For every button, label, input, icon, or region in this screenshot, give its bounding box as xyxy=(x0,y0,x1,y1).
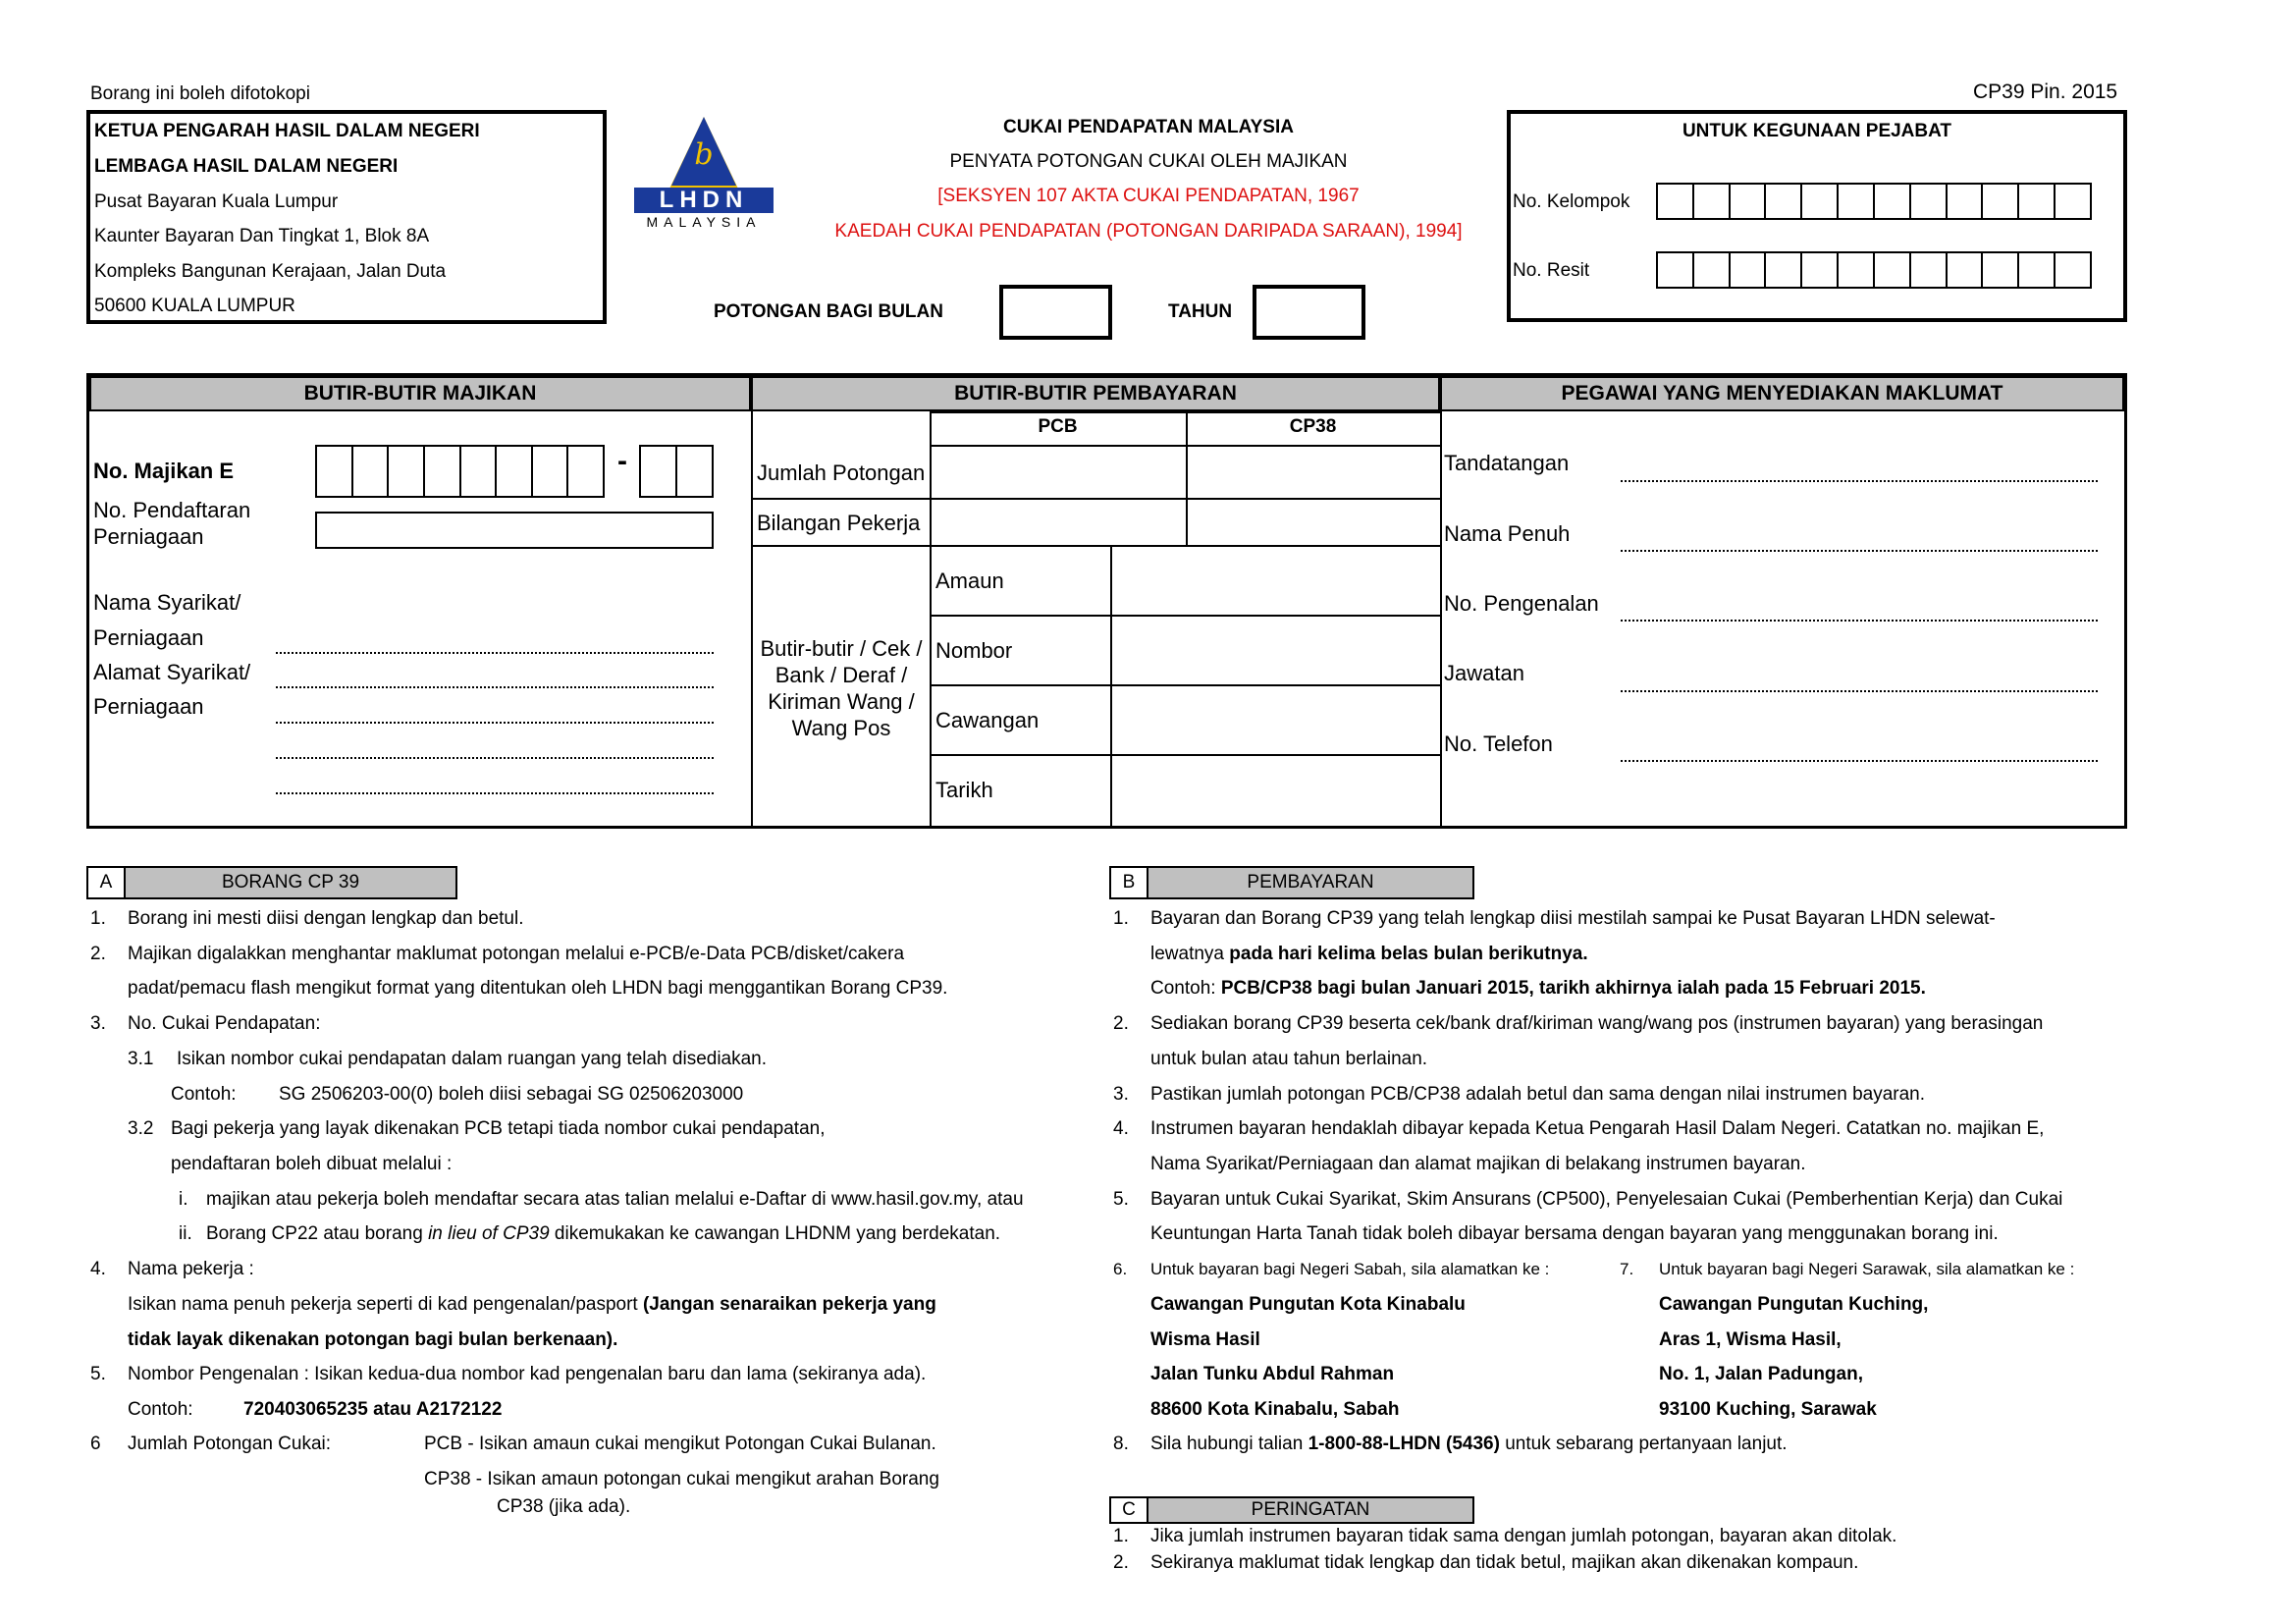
b-4-text: Instrumen bayaran hendaklah dibayar kepada Ketua Pengarah Hasil Dalam Negeri. Catatkan no. majikan E, xyxy=(1150,1118,2045,1139)
amaun-field[interactable] xyxy=(1112,547,1438,613)
nama-penuh-label: Nama Penuh xyxy=(1444,521,1571,546)
a-2-text-2: padat/pemacu flash mengikut format yang ditentukan oleh LHDN bagi menggantikan Borang CP39. xyxy=(128,978,948,999)
nombor-field[interactable] xyxy=(1112,617,1438,682)
c-1-text: Jika jumlah instrumen bayaran tidak sama dengan jumlah potongan, bayaran akan ditolak. xyxy=(1150,1526,1897,1546)
butir-cek-line-3: Kiriman Wang / xyxy=(768,689,915,714)
a-5-contoh-label: Contoh: xyxy=(128,1399,193,1420)
a-32-ii-text-3: dikemukakan ke cawangan LHDNM yang berdekatan. xyxy=(549,1223,1001,1244)
a-6-pcb: PCB - Isikan amaun cukai mengikut Potongan Cukai Bulanan. xyxy=(424,1434,936,1454)
no-pengenalan-label: No. Pengenalan xyxy=(1444,591,1599,616)
sabah-line-1: Cawangan Pungutan Kota Kinabalu xyxy=(1150,1294,1466,1315)
a-32-ii-num: ii. xyxy=(179,1223,192,1244)
alamat-line-4[interactable] xyxy=(276,792,714,794)
a-31-num: 3.1 xyxy=(128,1049,154,1069)
potongan-label: POTONGAN BAGI BULAN xyxy=(714,301,943,322)
tahun-label: TAHUN xyxy=(1168,301,1233,322)
no-majikan-dash: - xyxy=(617,445,627,477)
a-5-contoh-text: 720403065235 atau A2172122 xyxy=(243,1399,503,1420)
section-c-title: PERINGATAN xyxy=(1148,1498,1472,1522)
title-line-4: KAEDAH CUKAI PENDAPATAN (POTONGAN DARIPADA SARAAN), 1994] xyxy=(834,221,1463,242)
sarawak-line-1: Cawangan Pungutan Kuching, xyxy=(1659,1294,1929,1315)
sabah-line-4: 88600 Kota Kinabalu, Sabah xyxy=(1150,1399,1400,1420)
b-2-text: Sediakan borang CP39 beserta cek/bank draf/kiriman wang/wang pos (instrumen bayaran) yang berasingan xyxy=(1150,1013,2044,1034)
sarawak-line-3: No. 1, Jalan Padungan, xyxy=(1659,1364,1863,1384)
tandatangan-line[interactable] xyxy=(1621,480,2098,482)
a-32-text-2: pendaftaran boleh dibuat melalui : xyxy=(171,1154,453,1174)
office-use-title: UNTUK KEGUNAAN PEJABAT xyxy=(1682,121,1952,141)
address-line-1: KETUA PENGARAH HASIL DALAM NEGERI xyxy=(94,121,480,141)
no-telefon-line[interactable] xyxy=(1621,760,2098,762)
a-31-text: Isikan nombor cukai pendapatan dalam ruangan yang telah disediakan. xyxy=(177,1049,768,1069)
nama-penuh-line[interactable] xyxy=(1621,550,2098,552)
b-4-text-2: Nama Syarikat/Perniagaan dan alamat majikan di belakang instrumen bayaran. xyxy=(1150,1154,1806,1174)
butir-cek-line-2: Bank / Deraf / xyxy=(774,663,908,687)
year-input[interactable] xyxy=(1253,285,1365,340)
b-6-intro: Untuk bayaran bagi Negeri Sabah, sila alamatkan ke : xyxy=(1150,1260,1550,1278)
sarawak-line-4: 93100 Kuching, Sarawak xyxy=(1659,1399,1877,1420)
a-2-text: Majikan digalakkan menghantar maklumat potongan melalui e-PCB/e-Data PCB/disket/cakera xyxy=(128,944,905,964)
b-1-contoh-b: PCB/CP38 bagi bulan Januari 2015, tarikh akhirnya ialah pada 15 Februari 2015. xyxy=(1220,978,1926,999)
jawatan-line[interactable] xyxy=(1621,690,2098,692)
month-input[interactable] xyxy=(999,285,1112,340)
b-5-text-2: Keuntungan Harta Tanah tidak boleh dibayar bersama dengan bayaran yang menggunakan borang ini. xyxy=(1150,1223,1999,1244)
butir-cek-line-1: Butir-butir / Cek / xyxy=(760,636,923,661)
b-1-text-2b: pada hari kelima belas bulan berikutnya. xyxy=(1229,944,1588,964)
section-b-title: PEMBAYARAN xyxy=(1148,868,1472,897)
amaun-label: Amaun xyxy=(935,568,1004,593)
bilangan-pcb-field[interactable] xyxy=(932,500,1184,543)
a-31-contoh-label: Contoh: xyxy=(171,1084,237,1105)
b-1-text-2 xyxy=(1150,944,1588,965)
form-code: CP39 Pin. 2015 xyxy=(1973,81,2118,103)
a-4-text-2a: Isikan nama penuh pekerja seperti di kad pengenalan/pasport xyxy=(128,1294,643,1315)
address-line-5: Kompleks Bangunan Kerajaan, Jalan Duta xyxy=(94,261,447,282)
no-majikan-label: No. Majikan E xyxy=(93,459,235,483)
header-pegawai: PEGAWAI YANG MENYEDIAKAN MAKLUMAT xyxy=(1440,376,2124,411)
bilangan-cp38-field[interactable] xyxy=(1188,500,1438,543)
c-1-num: 1. xyxy=(1113,1526,1129,1546)
butir-cek-line-4: Wang Pos xyxy=(791,716,891,740)
a-6-text: Jumlah Potongan Cukai: xyxy=(128,1434,332,1454)
a-32-i-text: majikan atau pekerja boleh mendaftar secara atas talian melalui e-Daftar di www.hasil.gov.my, atau xyxy=(206,1189,1024,1210)
b-1-text: Bayaran dan Borang CP39 yang telah lengkap diisi mestilah sampai ke Pusat Bayaran LHDN selewat- xyxy=(1150,908,1996,929)
a-32-ii-text xyxy=(206,1223,1000,1245)
b-4-num: 4. xyxy=(1113,1118,1129,1139)
alamat-line-3[interactable] xyxy=(276,757,714,759)
a-32-i-num: i. xyxy=(179,1189,188,1210)
no-pendaftaran-field[interactable] xyxy=(315,512,714,549)
bilangan-label: Bilangan Pekerja xyxy=(757,511,921,535)
section-c-header xyxy=(1109,1496,1474,1524)
b-7-intro: Untuk bayaran bagi Negeri Sarawak, sila alamatkan ke : xyxy=(1659,1260,2075,1278)
b-5-num: 5. xyxy=(1113,1189,1129,1210)
section-a-letter: A xyxy=(88,868,126,897)
b-3-num: 3. xyxy=(1113,1084,1129,1105)
alamat-label-2: Perniagaan xyxy=(93,694,204,719)
tarikh-label: Tarikh xyxy=(935,778,993,802)
b-5-text: Bayaran untuk Cukai Syarikat, Skim Ansurans (CP500), Penyelesaian Cukai (Pemberhentian Kerja) dan Cukai xyxy=(1150,1189,2063,1210)
title-line-2: PENYATA POTONGAN CUKAI OLEH MAJIKAN xyxy=(949,151,1348,172)
b-8-text-b: 1-800-88-LHDN (5436) xyxy=(1308,1434,1500,1454)
a-5-num: 5. xyxy=(90,1364,106,1384)
c-2-num: 2. xyxy=(1113,1552,1129,1573)
pcb-header: PCB xyxy=(1038,416,1078,437)
a-4-num: 4. xyxy=(90,1259,106,1279)
sarawak-line-2: Aras 1, Wisma Hasil, xyxy=(1659,1329,1842,1350)
logo-subtext: MALAYSIA xyxy=(646,214,762,230)
a-4-text: Nama pekerja : xyxy=(128,1259,254,1279)
jumlah-label: Jumlah Potongan xyxy=(757,460,926,485)
photocopy-note: Borang ini boleh difotokopi xyxy=(90,83,310,104)
kelompok-label: No. Kelompok xyxy=(1513,191,1630,212)
resit-label: No. Resit xyxy=(1513,260,1590,281)
logo-text: LHDN xyxy=(659,187,749,213)
no-telefon-label: No. Telefon xyxy=(1444,731,1553,756)
b-3-text: Pastikan jumlah potongan PCB/CP38 adalah betul dan sama dengan nilai instrumen bayaran. xyxy=(1150,1084,1926,1105)
section-b-letter: B xyxy=(1111,868,1148,897)
office-use-box xyxy=(1507,110,2127,322)
address-line-2: LEMBAGA HASIL DALAM NEGERI xyxy=(94,156,399,177)
b-8-num: 8. xyxy=(1113,1434,1129,1454)
a-6-cp38-2: CP38 (jika ada). xyxy=(497,1496,631,1517)
section-b-header xyxy=(1109,866,1474,899)
sabah-line-3: Jalan Tunku Abdul Rahman xyxy=(1150,1364,1395,1384)
a-3-num: 3. xyxy=(90,1013,106,1034)
sabah-line-2: Wisma Hasil xyxy=(1150,1329,1260,1350)
alamat-label: Alamat Syarikat/ xyxy=(93,660,251,684)
a-4-text-2 xyxy=(128,1294,936,1316)
b-2-text-2: untuk bulan atau tahun berlainan. xyxy=(1150,1049,1428,1069)
b-8-text-a: Sila hubungi talian xyxy=(1150,1434,1308,1454)
section-a-header xyxy=(86,866,457,899)
jawatan-label: Jawatan xyxy=(1444,661,1524,685)
no-majikan-field[interactable] xyxy=(315,445,605,498)
b-1-num: 1. xyxy=(1113,908,1129,929)
a-32-ii-text-1: Borang CP22 atau borang xyxy=(206,1223,429,1244)
c-2-text: Sekiranya maklumat tidak lengkap dan tidak betul, majikan akan dikenakan kompaun. xyxy=(1150,1552,1859,1573)
cawangan-field[interactable] xyxy=(1112,686,1438,752)
svg-text:b: b xyxy=(694,137,714,172)
b-1-contoh xyxy=(1150,978,1926,1000)
a-5-text: Nombor Pengenalan : Isikan kedua-dua nombor kad pengenalan baru dan lama (sekiranya ada). xyxy=(128,1364,927,1384)
b-7-num: 7. xyxy=(1620,1260,1634,1278)
a-2-num: 2. xyxy=(90,944,106,964)
kelompok-field[interactable] xyxy=(1656,183,2092,220)
main-table xyxy=(86,373,2127,829)
b-6-num: 6. xyxy=(1113,1260,1128,1278)
a-6-cp38: CP38 - Isikan amaun potongan cukai mengikut arahan Borang xyxy=(424,1469,939,1489)
lhdn-logo xyxy=(620,113,787,231)
header-majikan: BUTIR-BUTIR MAJIKAN xyxy=(89,376,751,411)
title-line-1: CUKAI PENDAPATAN MALAYSIA xyxy=(1003,117,1294,137)
b-2-num: 2. xyxy=(1113,1013,1129,1034)
address-line-6: 50600 KUALA LUMPUR xyxy=(94,296,295,316)
no-pendaftaran-label: No. Pendaftaran xyxy=(93,498,251,522)
nama-syarikat-line[interactable] xyxy=(276,652,714,654)
nama-syarikat-label: Nama Syarikat/ xyxy=(93,590,241,615)
tarikh-field[interactable] xyxy=(1112,756,1438,824)
section-a-title: BORANG CP 39 xyxy=(126,868,455,897)
alamat-line-1[interactable] xyxy=(276,686,714,688)
address-line-4: Kaunter Bayaran Dan Tingkat 1, Blok 8A xyxy=(94,226,430,246)
header-pembayaran: BUTIR-BUTIR PEMBAYARAN xyxy=(751,376,1440,411)
nama-syarikat-label-2: Perniagaan xyxy=(93,625,204,650)
title-line-3: [SEKSYEN 107 AKTA CUKAI PENDAPATAN, 1967 xyxy=(937,186,1360,206)
tandatangan-label: Tandatangan xyxy=(1444,451,1570,475)
a-4-text-2b: (Jangan senaraikan pekerja yang xyxy=(642,1294,936,1315)
no-pengenalan-line[interactable] xyxy=(1621,620,2098,622)
a-32-text: Bagi pekerja yang layak dikenakan PCB tetapi tiada nombor cukai pendapatan, xyxy=(171,1118,826,1139)
jumlah-cp38-field[interactable] xyxy=(1188,447,1438,496)
address-line-3: Pusat Bayaran Kuala Lumpur xyxy=(94,191,339,212)
b-8-text xyxy=(1150,1434,1788,1455)
jumlah-pcb-field[interactable] xyxy=(932,447,1184,496)
a-1-num: 1. xyxy=(90,908,106,929)
section-c-letter: C xyxy=(1111,1498,1148,1522)
a-32-ii-text-2: in lieu of CP39 xyxy=(428,1223,550,1244)
a-6-num: 6 xyxy=(90,1434,101,1454)
nombor-label: Nombor xyxy=(935,638,1013,663)
alamat-line-2[interactable] xyxy=(276,722,714,724)
no-majikan-suffix-field[interactable] xyxy=(639,445,714,498)
resit-field[interactable] xyxy=(1656,251,2092,289)
a-3-text: No. Cukai Pendapatan: xyxy=(128,1013,321,1034)
b-8-text-c: untuk sebarang pertanyaan lanjut. xyxy=(1499,1434,1788,1454)
a-1-text: Borang ini mesti diisi dengan lengkap dan betul. xyxy=(128,908,524,929)
no-pendaftaran-label-2: Perniagaan xyxy=(93,524,204,549)
a-4-text-3: tidak layak dikenakan potongan bagi bulan berkenaan). xyxy=(128,1329,618,1350)
b-1-text-2a: lewatnya xyxy=(1150,944,1230,964)
butir-cek-label xyxy=(753,635,930,741)
address-box xyxy=(86,110,607,324)
cawangan-label: Cawangan xyxy=(935,708,1040,732)
b-1-contoh-a: Contoh: xyxy=(1150,978,1221,999)
cp38-header: CP38 xyxy=(1289,416,1337,437)
a-31-contoh-text: SG 2506203-00(0) boleh diisi sebagai SG 02506203000 xyxy=(279,1084,744,1105)
a-32-num: 3.2 xyxy=(128,1118,154,1139)
